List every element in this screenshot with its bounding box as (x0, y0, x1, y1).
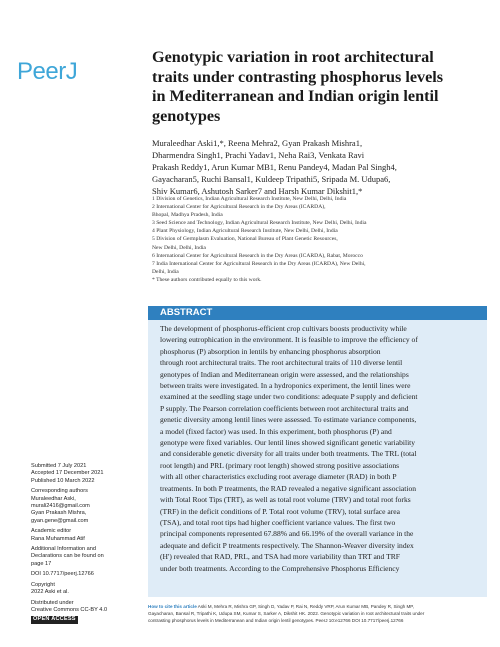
title-line: in Mediterranean and Indian origin lentil (152, 87, 439, 105)
how-to-cite (148, 604, 487, 624)
affiliation-line: 1 Division of Genetics, Indian Agricultural Research Institute, New Delhi, Delhi, India (152, 196, 347, 202)
corresponding-author-name: Muraleedhar Aski, (31, 495, 76, 502)
affiliation-line: 2 International Center for Agricultural Research in the Dry Areas (ICARDA), (152, 204, 326, 211)
affiliations (152, 195, 487, 284)
corresponding-author-email[interactable]: murali2416@gmail.com (31, 503, 90, 510)
cite-line (148, 604, 487, 611)
abstract-line: genetic diversity among lentil lines were assessed. To estimate variance components, (160, 415, 417, 425)
accepted-date: Accepted 17 December 2021 (31, 470, 104, 477)
article-title (152, 48, 487, 126)
affiliation-line: 3 Seed Science and Technology, Indian Agricultural Research Institute, New Delhi, Delhi, India (152, 220, 367, 227)
affiliation-line: Delhi, India (152, 268, 179, 275)
abstract-line: lowering eutrophication in the environment. It is feasible to improve the efficiency of (160, 335, 418, 345)
abstract-line: phosphorus (P) absorption in lentils by enhancing phosphorus absorption (160, 346, 381, 356)
additional-info-text: page 17 (31, 560, 52, 567)
abstract-line: with Total Root Tips (TRT), as well as total root volume (TRV) and total root forks (160, 495, 411, 505)
affiliation-line: 6 International Center for Agricultural Research in the Dry Areas (ICARDA), Rabat, Morocco (152, 252, 363, 259)
published-date: Published 10 March 2022 (31, 477, 95, 484)
abstract-line: examined at the seedling stage under two conditions: adequate P supply and deficient (160, 392, 418, 402)
author-line: Dharmendra Singh1, Prachi Yadav1, Neha Rai3, Venkata Ravi (152, 149, 365, 160)
author-list (152, 138, 487, 198)
affiliation-line: 4 Plant Physiology, Indian Agricultural Research Institute, New Delhi, Delhi, India (152, 228, 338, 235)
abstract-heading: ABSTRACT (148, 306, 487, 320)
cite-text: Aski M, Mehra R, Mishra GP, Singh D, Yadav P, Rai N, Reddy VRP, Arun Kumar MB, Pandey R, Singh MP, (197, 604, 415, 609)
title-line: traits under contrasting phosphorus levels (152, 67, 444, 86)
abstract-line: principal components represented 67.88% and 66.19% of the overall variance in the (160, 529, 414, 539)
abstract-line: (TSA), and total root tips had higher coefficient variance values. The first two (160, 517, 396, 527)
author-line: Muraleedhar Aski1,*, Reena Mehra2, Gyan Prakash Mishra1, (152, 138, 363, 148)
author-line: Shiv Kumar6, Ashutosh Sarker7 and Harsh Kumar Dikshit1,* (152, 185, 363, 196)
copyright-holder: 2022 Aski et al. (31, 589, 69, 596)
affiliation-line: * These authors contributed equally to this work. (152, 276, 262, 283)
abstract-line: genotypes of Indian and Mediterranean origin were assessed, and the relationships (160, 369, 409, 379)
abstract-line: under both treatments. According to the Comprehensive Phosphorus Efficiency (160, 563, 400, 573)
affiliation-line: Bhopal, Madhya Pradesh, India (152, 212, 223, 219)
abstract-line: between traits were investigated. In a hydroponics experiment, the lentil lines were (160, 381, 411, 391)
license-link[interactable]: Creative Commons CC-BY 4.0 (31, 606, 108, 613)
corresponding-author-email[interactable]: gyan.gene@gmail.com (31, 517, 89, 524)
abstract-line: treatments. In both P treatments, the RAD revealed a negative significant association (160, 483, 417, 493)
abstract-line: The development of phosphorus-efficient crop cultivars boosts productivity while (160, 324, 407, 333)
title-line: genotypes (152, 106, 221, 125)
cite-line: contrasting phosphorus levels in Mediterranean and Indian origin lentil genotypes. PeerJ 10:e12766 DOI 10.7717/peerj.12766 (148, 617, 404, 623)
author-line: Gayacharan5, Ruchi Bansal1, Kuldeep Tripathi5, Sripada M. Udupa6, (152, 173, 391, 184)
academic-editor-name: Rana Muhammad Atif (31, 535, 85, 542)
peerj-logo (17, 58, 101, 86)
copyright-heading: Copyright (31, 581, 55, 588)
abstract-line: root length) and PRL (primary root length) showed strong positive associations (160, 460, 400, 470)
cite-label: How to cite this article (148, 604, 197, 609)
abstract-body (148, 320, 487, 597)
additional-info-text: Additional Information and (31, 546, 96, 553)
abstract-line: with all other characteristics excluding root average diameter (RAD) in both P (160, 472, 397, 482)
cite-line: Gayacharan, Bansal R, Tripathi K, Udupa SM, Kumar S, Sarker A, Dikshit HK. 2022. Genotypic variation in root architectural traits under (148, 610, 425, 616)
distributed-under: Distributed under (31, 599, 74, 606)
abstract-line: (TRF) in the deficit conditions of P. Total root volume (TRV), total surface area (160, 506, 400, 516)
additional-info-text: Declarations can be found on (31, 553, 104, 560)
open-access-badge: OPEN ACCESS (33, 616, 76, 623)
affiliation-line: 5 Division of Germplasm Evaluation, National Bureau of Plant Genetic Resources, (152, 236, 338, 243)
doi-link[interactable]: DOI 10.7717/peerj.12766 (31, 571, 94, 578)
corresponding-author-name: Gyan Prakash Mishra, (31, 510, 87, 517)
abstract-line: a model (fixed factor) was used. In this experiment, both phosphorus (P) and (160, 426, 392, 436)
abstract-line: adequate and deficit P treatments respectively. The Shannon-Weaver diversity index (160, 540, 414, 550)
article-info-sidebar (31, 463, 141, 624)
affiliation-line: 7 India International Center for Agricultural Research in the Dry Areas (ICARDA), New Delhi, (152, 260, 366, 267)
submitted-date: Submitted 7 July 2021 (31, 463, 87, 469)
abstract-line: and considerable genetic diversity for all traits under both treatments. The TRL (total (160, 449, 417, 459)
corresponding-authors-heading: Corresponding authors (31, 488, 88, 495)
logo-text: PeerJ (17, 58, 78, 85)
abstract-line: (H') revealed that RAD, PRL, and TSA had more variability than TRT and TRF (160, 552, 400, 562)
academic-editor-heading: Academic editor (31, 528, 72, 535)
abstract-line: genotype were fixed variables. Our lentil lines showed significant genetic variability (160, 438, 416, 448)
affiliation-line: New Delhi, Delhi, India (152, 244, 206, 251)
title-line: Genotypic variation in root architectural (152, 48, 434, 66)
author-line: Prakash Reddy1, Arun Kumar MB1, Renu Pandey4, Madan Pal Singh4, (152, 161, 397, 172)
abstract-line: P supply. The Pearson correlation coefficients between root architectural traits and (160, 403, 409, 413)
abstract-line: through root architectural traits. The root architectural traits of 110 diverse lentil (160, 358, 403, 368)
